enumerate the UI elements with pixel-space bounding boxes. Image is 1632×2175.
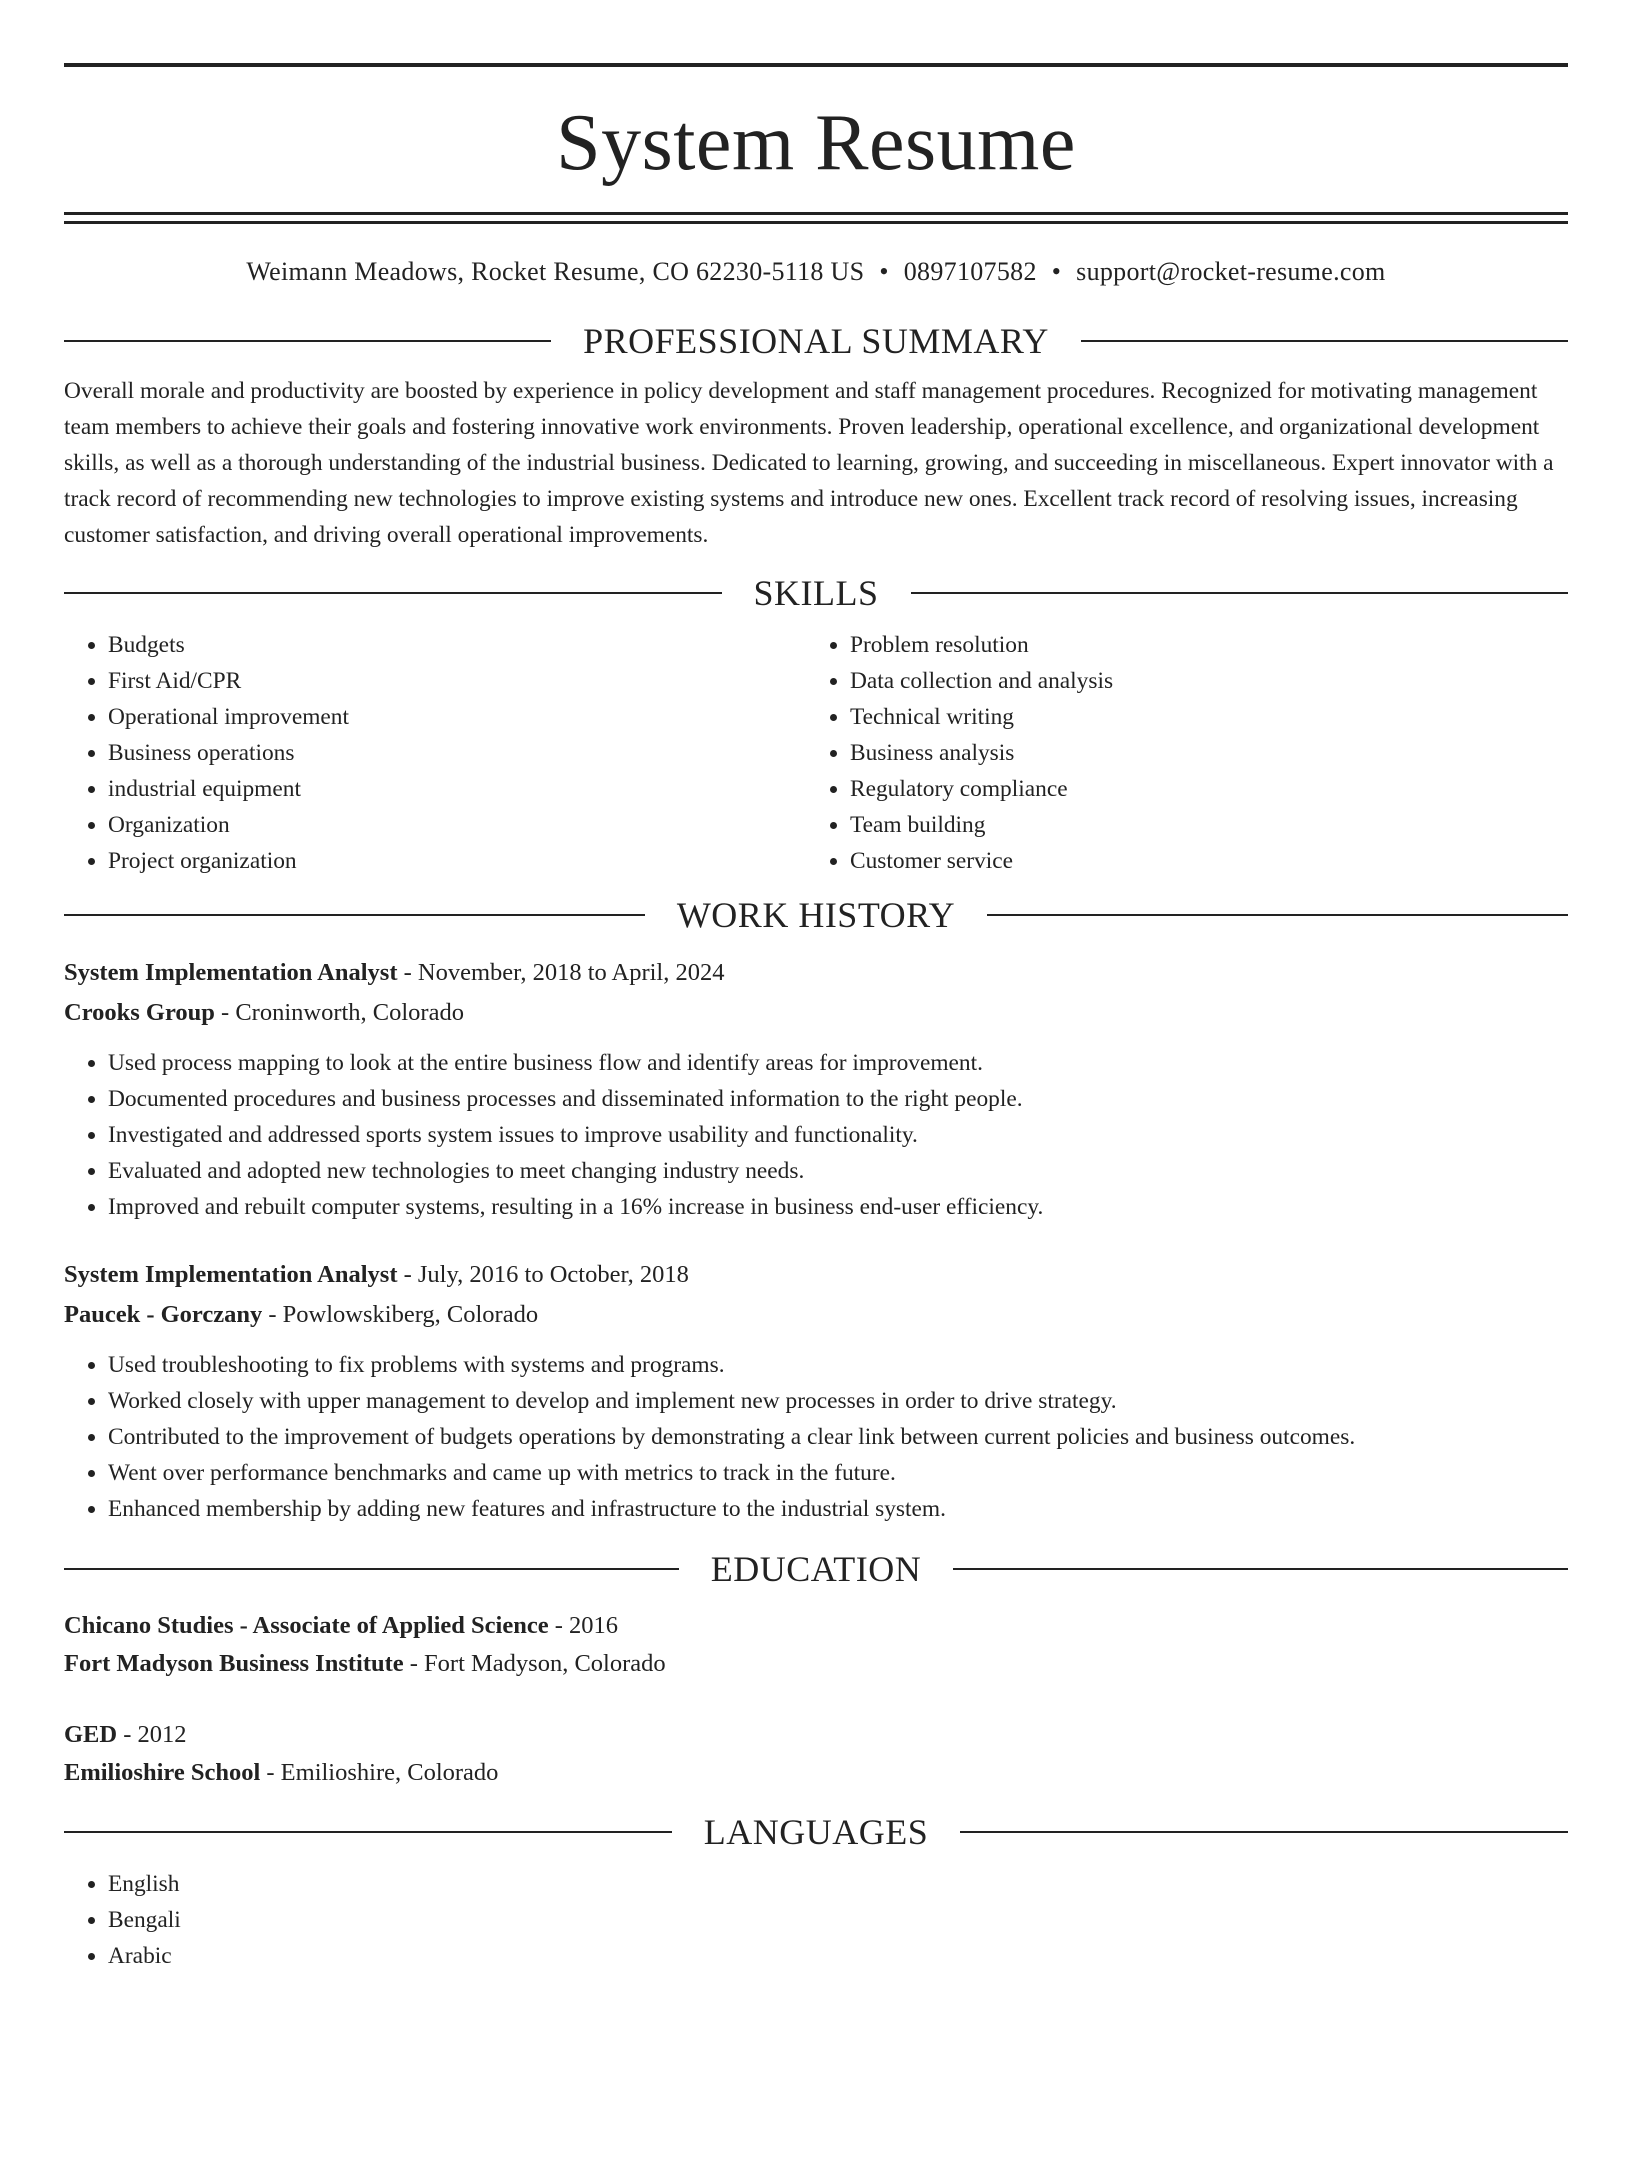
job-company: Paucek - Gorczany (64, 1301, 263, 1328)
skill-item: • Organization (108, 807, 806, 843)
job-title-line (64, 953, 1568, 993)
section-header-summary (64, 319, 1568, 363)
job-entry (64, 953, 1568, 1225)
skills-column-left (64, 627, 806, 879)
job-entry (64, 1255, 1568, 1527)
education-location: - Emilioshire, Colorado (260, 1759, 499, 1786)
job-title: System Implementation Analyst (64, 959, 398, 986)
section-header-skills (64, 571, 1568, 615)
section-rule (1081, 340, 1568, 342)
education-year: - 2016 (548, 1612, 619, 1639)
education-school: Fort Madyson Business Institute (64, 1650, 404, 1677)
education-school-line (64, 1645, 1568, 1683)
section-rule (64, 1568, 679, 1570)
education-school-line (64, 1754, 1568, 1792)
job-bullets (64, 1045, 1568, 1225)
contact-phone: 0897107582 (903, 257, 1037, 286)
job-bullet: • Evaluated and adopted new technologies to meet changing industry needs. (108, 1153, 1568, 1189)
section-title: PROFESSIONAL SUMMARY (583, 321, 1049, 361)
job-title: System Implementation Analyst (64, 1261, 398, 1288)
skill-item: • Budgets (108, 627, 806, 663)
job-company-line (64, 993, 1568, 1033)
skill-item: • industrial equipment (108, 771, 806, 807)
contact-separator: • (879, 257, 889, 286)
section-rule (960, 1831, 1568, 1833)
skill-item: • Customer service (850, 843, 1548, 879)
resume-name: System Resume (556, 99, 1076, 187)
education-entry (64, 1607, 1568, 1683)
section-rule (953, 1568, 1568, 1570)
job-dates: - November, 2018 to April, 2024 (397, 959, 725, 986)
skill-item: • Regulatory compliance (850, 771, 1548, 807)
skill-item: • Problem resolution (850, 627, 1548, 663)
skill-item: • First Aid/CPR (108, 663, 806, 699)
education-year: - 2012 (117, 1721, 187, 1748)
resume-page (0, 63, 1632, 2175)
language-item: • Arabic (108, 1938, 1568, 1974)
contact-email: support@rocket-resume.com (1076, 257, 1386, 286)
education-degree-line (64, 1716, 1568, 1754)
section-header-work (64, 893, 1568, 937)
education-degree: Chicano Studies - Associate of Applied Science (64, 1612, 549, 1639)
job-bullet: • Improved and rebuilt computer systems, resulting in a 16% increase in business end-user efficiency. (108, 1189, 1568, 1225)
language-item: • Bengali (108, 1902, 1568, 1938)
contact-address: Weimann Meadows, Rocket Resume, CO 62230-5118 US (246, 257, 865, 286)
double-rule (64, 212, 1568, 224)
section-title: WORK HISTORY (676, 895, 956, 935)
skill-item: • Business analysis (850, 735, 1548, 771)
job-location: - Croninworth, Colorado (214, 999, 464, 1026)
section-header-education (64, 1547, 1568, 1591)
education-degree: GED (64, 1721, 118, 1748)
section-title: SKILLS (753, 573, 879, 613)
skills-column-right (806, 627, 1548, 879)
job-company-line (64, 1295, 1568, 1335)
job-bullet: • Documented procedures and business processes and disseminated information to the right people. (108, 1081, 1568, 1117)
skill-item: • Data collection and analysis (850, 663, 1548, 699)
top-rule (64, 63, 1568, 67)
job-bullet: • Worked closely with upper management to develop and implement new processes in order to drive strategy. (108, 1383, 1568, 1419)
job-bullet: • Contributed to the improvement of budgets operations by demonstrating a clear link between current policies and business outcomes. (108, 1419, 1568, 1455)
job-bullet: • Used process mapping to look at the entire business flow and identify areas for improvement. (108, 1045, 1568, 1081)
section-rule (64, 340, 551, 342)
section-header-languages (64, 1810, 1568, 1854)
contact-line (64, 254, 1568, 290)
section-rule (64, 1831, 672, 1833)
skill-item: • Team building (850, 807, 1548, 843)
contact-separator: • (1051, 257, 1062, 286)
skill-item: • Operational improvement (108, 699, 806, 735)
skill-item: • Technical writing (850, 699, 1548, 735)
job-bullet: • Investigated and addressed sports system issues to improve usability and functionality. (108, 1117, 1568, 1153)
job-dates: - July, 2016 to October, 2018 (397, 1261, 689, 1288)
skills-list (64, 627, 1568, 879)
section-title: LANGUAGES (703, 1812, 929, 1852)
education-entry (64, 1716, 1568, 1792)
job-title-line (64, 1255, 1568, 1295)
job-bullet: • Went over performance benchmarks and came up with metrics to track in the future. (108, 1455, 1568, 1491)
section-title: EDUCATION (710, 1549, 922, 1589)
job-location: - Powlowskiberg, Colorado (262, 1301, 539, 1328)
job-bullet: • Used troubleshooting to fix problems with systems and programs. (108, 1347, 1568, 1383)
section-rule (64, 592, 722, 594)
job-bullets (64, 1347, 1568, 1527)
language-item: • English (108, 1866, 1568, 1902)
section-rule (64, 914, 645, 916)
job-bullet: • Enhanced membership by adding new features and infrastructure to the industrial system. (108, 1491, 1568, 1527)
education-school: Emilioshire School (64, 1759, 261, 1786)
job-company: Crooks Group (64, 999, 215, 1026)
skill-item: • Project organization (108, 843, 806, 879)
education-location: - Fort Madyson, Colorado (403, 1650, 666, 1677)
education-degree-line (64, 1607, 1568, 1645)
languages-list (64, 1866, 1568, 1974)
skill-item: • Business operations (108, 735, 806, 771)
summary-text: Overall morale and productivity are boosted by experience in policy development and staff management procedures. Recognized for motivating management team members to achieve their goals and fostering innovative work environments. Proven leadership, operational excellence, and organizational development skills, as well as a thorough understanding of the industrial business. Dedicated to learning, growing, and succeeding in miscellaneous. Expert innovator with a track record of recommending new technologies to improve existing systems and introduce new ones. Excellent track record of resolving issues, increasing customer satisfaction, and driving overall operational improvements. (64, 378, 1554, 548)
section-rule (987, 914, 1568, 916)
section-rule (911, 592, 1569, 594)
